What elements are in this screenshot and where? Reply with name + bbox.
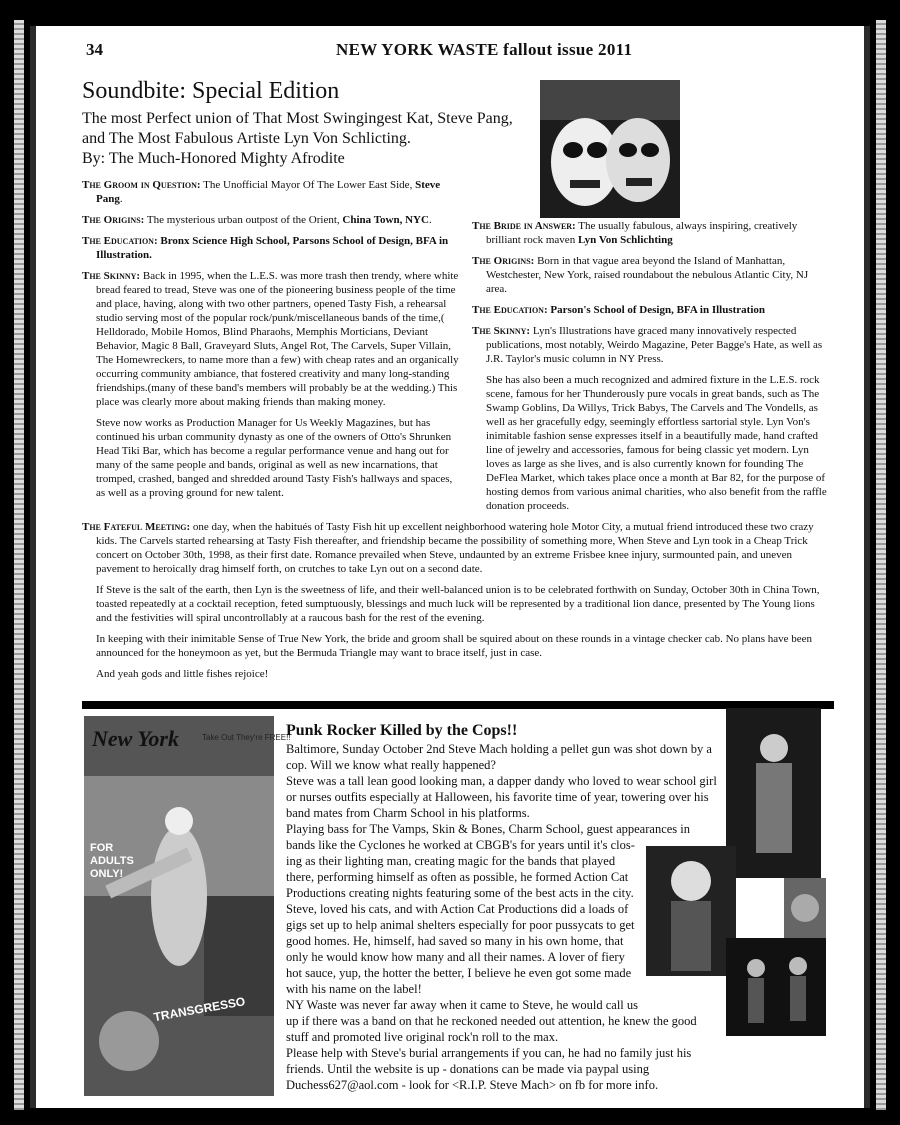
couple-photo [540, 80, 680, 218]
bride-name: Lyn Von Schlichting [577, 234, 673, 246]
punk-line: with his name on the label! [286, 982, 422, 996]
groom-column [82, 178, 462, 507]
punk-line: Duchess627@aol.com - look for <R.I.P. Steve Mach> on fb for more info. [286, 1078, 659, 1092]
punk-line: there, performing himself as often as possible, he formed Action Cat [286, 870, 629, 884]
punk-line: ing as their lighting man, creating magic for the bands that played [286, 854, 616, 868]
punk-line: Steve was a tall lean good looking man, a dapper dandy who loved to wear school girl [286, 774, 717, 788]
cat-photo [784, 878, 826, 940]
bride-origins-text: Born in that vague area beyond the Island of Manhattan, Westchester, New York, raised roundabout the nebulous Atlantic City, NJ area. [486, 255, 809, 295]
punk-title: Punk Rocker Killed by the Cops!! [286, 722, 518, 739]
groom-text: The Unofficial Mayor Of The Lower East Side, [203, 179, 413, 191]
steve-photo [726, 708, 821, 878]
bride-education [472, 303, 828, 317]
meeting-text: one day, when the habitués of Tasty Fish hit up excellent neighborhood watering hole Motor City, a mutual friend introduced these two crazy kids. The Carvels started rehearsing at Tasty Fish thereafter, and friendship became the possibility of something more, When Steve and Lyn took in a Cheap Trick concert on October 30th, 1998, as their first date. Romance prevailed when Steve, undaunted by an extreme Frisbee knee injury, surmounted pain, and uneven pavement to heroically drag himself forth, on crutches to take Lyn out on a second date. [96, 521, 814, 575]
cat-photo-art [784, 878, 826, 940]
poster-badge-2: ADULTS [90, 855, 134, 867]
groom-skinny [82, 269, 462, 409]
bride-origins-label: The Origins: [472, 255, 535, 267]
woman-photo-art [646, 846, 736, 976]
poster-tag: Take Out They're FREE!! [202, 733, 291, 742]
poster-badge-1: FOR [90, 842, 114, 854]
punk-line: friends. Until the website is up - donations can be made via paypal using [286, 1062, 650, 1076]
punk-line: hot sauce, yup, the hotter the better, I believe he even got some made [286, 966, 632, 980]
groom-skinny-text: Back in 1995, when the L.E.S. was more trash then trendy, where white bread feared to tread, Steve was one of the pioneering business people of the time and place, having, along with two other partners, opened Tasty Fish, a rehearsal studio serving most of the popular rock/punk/miscellaneous bands of the time,( Helldorado, Mobile Homos, Blind Pharaohs, Memphis Morticians, Deviant Behavior, Magic 8 Ball, Graveyard Sluts, Angel Rot, The Carvels, Super Villain, The Homewreckers, to name more than a few) with cheap rates and an organically occurring community ambiance, that fostered creativity and many long-standing friendships.(many of these band's members will probably be at the wedding.) This place was clearly more about making friends than making money. [96, 270, 459, 408]
punk-line: Steve, loved his cats, and with Action Cat Productions did a loads of [286, 902, 629, 916]
punk-line: or nurses outfits especially at Halloween, his favorite time of year, towering over his [286, 790, 709, 804]
bride-label: The Bride in Answer: [472, 220, 576, 232]
page-number: 34 [86, 40, 103, 59]
punk-line: Please help with Steve's burial arrangements if you can, he had no family just his [286, 1046, 692, 1060]
salt-paragraph: If Steve is the salt of the earth, then Lyn is the sweetness of life, and their well-balanced union is to be celebrated forthwith on Sunday, October 30th in China Town, toasted repeatedly at a cocktail reception, feted sumptuously, blessings and much luck will be represented by a traditional lion dance, presented by The Young lions and the festivities will spiral uncontrollably at a raucous bash for the rest of the evening. [96, 584, 820, 624]
bride-skinny-label: The Skinny: [472, 325, 531, 337]
bride-education-label: The Education: [472, 304, 548, 316]
bride-education-text: Parson's School of Design, BFA in Illustration [550, 304, 766, 316]
poster-bottom: TRANSGRESSO [152, 994, 247, 1025]
poster-badge-3: ONLY! [90, 868, 124, 880]
band-photo-art [726, 938, 826, 1036]
poster-art [84, 716, 291, 1096]
punk-line: Baltimore, Sunday October 2nd Steve Mach holding a pellet gun was shot down by a [286, 742, 712, 756]
bride-column [472, 219, 828, 520]
bride-text: The usually fabulous, always inspiring, creatively brilliant rock maven [486, 220, 798, 246]
punk-line: gigs set up to help animal shelters especially for poor pussycats to get [286, 918, 635, 932]
section-divider [82, 701, 834, 709]
punk-line: up if there was a band on that he reckoned needed out attention, he knew the good [286, 1014, 697, 1028]
meeting-paragraph [82, 520, 830, 576]
punk-line: Playing bass for The Vamps, Skin & Bones, Charm School, guest appearances in [286, 822, 690, 836]
punk-line: Productions creating nights featuring some of the best acts in the city. [286, 886, 634, 900]
groom-origins-text: The mysterious urban outpost of the Orient, [146, 214, 340, 226]
meeting-label: The Fateful Meeting: [82, 521, 191, 533]
bride-origins [472, 254, 828, 296]
punk-line: only he would know how many and all their names. A lover of fiery [286, 950, 625, 964]
groom-paragraph: The Groom in Question: The Unofficial Mayor Of The Lower East Side, Steve Pang. [82, 179, 441, 205]
publication-header: NEW YORK WASTE fallout issue 2011 [336, 40, 633, 59]
new-york-waste-poster [84, 716, 291, 1096]
couple-photo-art [540, 80, 680, 218]
article-title: Soundbite: Special Edition [82, 78, 340, 104]
punk-line: band mates from Charm School in his platforms. [286, 806, 530, 820]
bride-skinny [472, 324, 828, 366]
groom-education-text: Bronx Science High School, Parsons School of Design, BFA in Illustration. [96, 235, 449, 261]
punk-line: good homes. He, himself, had saved so many in his own home, that [286, 934, 624, 948]
article-byline: By: The Much-Honored Mighty Afrodite [82, 150, 345, 167]
poster-logo: New York [92, 726, 179, 751]
groom-education-label: The Education: [82, 235, 158, 247]
bride-paragraph [472, 219, 828, 247]
groom-origins: The Origins: The mysterious urban outpost of the Orient, China Town, NYC. [82, 214, 432, 226]
groom-skinny-label: The Skinny: [82, 270, 141, 282]
article-subtitle: The most Perfect union of That Most Swingingest Kat, Steve Pang, and The Most Fabulous Artiste Lyn Von Schlicting. [82, 110, 513, 147]
bride-fixture: She has also been a much recognized and admired fixture in the L.E.S. rock scene, famous for her Thunderously pure vocals in great bands, such as The Swamp Goblins, Da Willys, Trick Babys, The Carvels and The Vondells, as well as her gracefully edgy, seemingly effortless sartorial style. Lyn Von's inimitable fashion sense expresses itself in a beautifully made, hand crafted line of jewelry and accessories, famous for being classic yet modern. Lyn loves as large as she lives, and is also currently known for founding The DeFlea Market, which takes place once a month at Bar 82, for the purpose of hosting demos from various animal charities, who also benefit from the raffle donation proceeds. [486, 374, 827, 512]
punk-line: NY Waste was never far away when it came to Steve, he would call us [286, 998, 639, 1012]
punk-line: stuff and promoted live original rock'n roll to the max. [286, 1030, 559, 1044]
page-edge-left [14, 20, 24, 1110]
meeting-section [82, 520, 830, 688]
band-photo [726, 938, 826, 1036]
bride-skinny-text: Lyn's Illustrations have graced many innovatively respected publications, most notably, Weirdo Magazine, Peter Bagge's Hate, as well as J.R. Taylor's music column in NY Press. [486, 325, 823, 365]
groom-origins-label: The Origins: [82, 214, 145, 226]
groom-work: Steve now works as Production Manager for Us Weekly Magazines, but has continued his urban community dynasty as one of the owners of Otto's Shrunken Head Tiki Bar, which has become a regular performance venue and hang out for many of the same people and bands, original as well as new incarnations, that tromped, crashed, banged and shredded around Tasty Fish's hallways and spaces, as well as a proving ground for new talent. [96, 417, 453, 499]
steve-photo-art [726, 708, 821, 878]
woman-photo [646, 846, 736, 976]
magazine-page [36, 26, 864, 1108]
groom-origins-place: China Town, NYC [342, 214, 429, 226]
closing-paragraph: And yeah gods and little fishes rejoice! [96, 668, 269, 680]
punk-line: cop. Will we know what really happened? [286, 758, 496, 772]
keeping-paragraph: In keeping with their inimitable Sense of True New York, the bride and groom shall be squired about on these rounds in a vintage checker cab. No plans have been announced for the honeymoon as yet, but the Bermuda Triangle may want to brace itself, just in case. [96, 633, 813, 659]
groom-label: The Groom in Question: [82, 179, 201, 191]
groom-education [82, 234, 462, 262]
page-edge-right [876, 20, 886, 1110]
punk-line: bands like the Cyclones he worked at CBGB's for years until it's clos- [286, 838, 635, 852]
groom-name: Steve Pang [96, 179, 441, 205]
